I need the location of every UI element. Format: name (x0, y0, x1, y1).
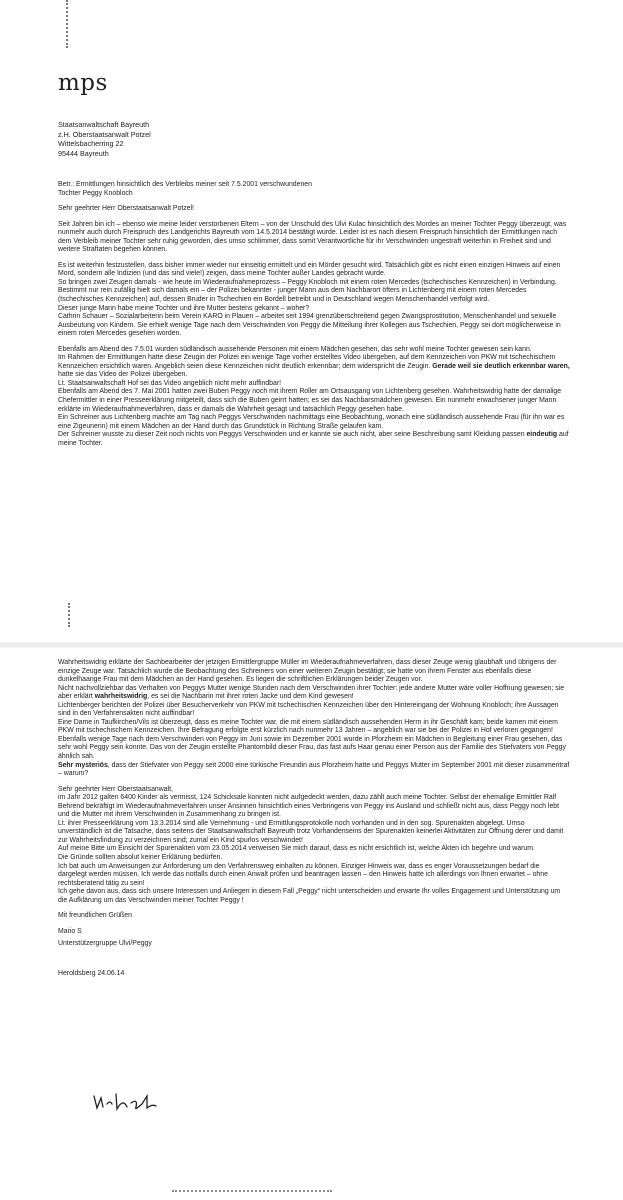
sentence: Ebenfalls wenige Tage nach dem Verschwinden von Peggy im Juni sowie im Dezember 2001 wurde in Pforzheim ein Mädchen in Begleitung einer Frau gesehen, das sehr wohl Peggy sein konnte. Das von der Zeugin erstellte Phantombild dieser Frau, das fast aufs Haar genau einer Person aus der Familie des Stiefvaters von Peggy ähnlich sah. (58, 735, 566, 761)
sentence: Die Gründe sollten absolut keiner Erklärung bedürfen. (58, 854, 223, 862)
sentence: Lichtenberger berichten der Polizei über Besucherverkehr von PKW mit tschechischen Kennzeichen über den Hintereingang der Wohnung Knobloch; ihre Aussagen sind in den Verfahrensakten nicht auffindbar! (58, 701, 559, 718)
paragraph (58, 794, 570, 905)
emphasis: eindeutig (526, 431, 558, 439)
company-logo: mps (58, 70, 108, 96)
sentence: Es ist weiterhin festzustellen, dass bisher immer wieder nur einseitig ermittelt und ein Mörder gesucht wird. Tatsächlich gibt es nicht einen einzigen Hinweis auf einen Mord, sondern alle Indizien (und das sind viele!) zeigen, dass meine Tochter außer Landes gebracht wurde. (58, 261, 561, 278)
sentence: Lt. Staatsanwaltschaft Hof sei das Video angeblich nicht mehr auffindbar! (58, 379, 282, 387)
recipient-address (58, 120, 151, 158)
sentence: Ebenfalls am Abend des 7. Mai 2001 hatten zwei Buben Peggy noch mit ihrem Roller am Ortsausgang von Lichtenberg gesehen. Wahrheitswidrig hatte der damalige Chefermittler in einer Presseerklärung mitgeteilt, dass sich die Buben geirrt hatten; es sei das Nachbarsmädchen gewesen. Ein nunmehr erwachsener junger Mann erklärte im Wiederaufnahmeverfahren, dass er damals die Wahrheit gesagt und tatsächlich Peggy gesehen habe. (58, 388, 562, 413)
sentence: Auf meine Bitte um Einsicht der Spurenakten vom 23.05.2014 verweisen Sie mich darauf, dass es nicht ersichtlich ist, welche Akten ich begehre und warum. (58, 845, 535, 853)
signer-name: Mario S (58, 927, 82, 935)
sentence: Der Schreiner wusste zu dieser Zeit noch nichts von Peggys Verschwinden und er kannte sie auch nicht, aber seine Beschreibung samt Kleidung passen (58, 431, 525, 439)
salutation: Sehr geehrter Herr Oberstaatsanwalt Potzel! (58, 205, 194, 213)
dotted-margin-line-mid (68, 603, 73, 627)
address-line: z.H. Oberstaatsanwalt Potzel (58, 129, 151, 139)
sentence: So bringen zwei Zeugen damals - wie heute im Wiederaufnahmeprozess – Peggy Knobloch mit einem roten Mercedes (tschechisches Kennzeichen) in Verbindung. (58, 278, 557, 286)
paragraph (58, 659, 570, 779)
sentence: Ebenfalls am Abend des 7.5.01 wurden südländisch aussehende Personen mit einem Mädchen gesehen, das sehr wohl meine Tochter gewesen sein kann. (58, 345, 532, 353)
dotted-margin-line-top (66, 0, 71, 48)
sentence: Im Rahmen der Ermittlungen hatte diese Zeugin der Polizei ein wenige Tage vorher erstelltes Video übergeben, auf dem Kennzeichen von PKW mit tschechischem Kennzeichen ersichtlich waren. Angeblich seien diese Kennzeichen nicht deutlich erkennbar; dem widerspricht die Zeugin. (58, 354, 556, 370)
sentence: Cathrin Schauer – Sozialarbeiterin beim Verein KARO in Plauen – arbeitet seit 1994 grenzüberschreitend gegen Zwangsprostitution, Menschenhandel und sexuelle Ausbeutung von Kindern. Sie erhielt wenige Tage nach dem Verschwinden von Peggy die Mitteilung ihrer Kollegen aus Tschechien, Peggy sei dort möglicherweise in einem roten Mercedes gesehen worden. (58, 313, 561, 338)
sentence: Eine Dame in Taufkirchen/Vils ist überzeugt, dass es meine Tochter war, die mit einem südländisch aussehenden Herrn in ihr Geschäft kam; beide kamen mit einem PKW mit tschechischem Kennzeichen. Ihre Befragung erfolgte erst kürzlich nach nunmehr 13 Jahren – angeblich war sie bei der Polizei in Hof verloren gegangen! (58, 718, 558, 735)
paragraph (58, 262, 570, 339)
sentence: , dass der Stiefvater von Peggy seit 2000 eine türkische Freundin aus Pforzheim hatte und Peggys Mutter im September 2001 mit dieser zusammentraf – warum? (58, 761, 570, 778)
sentence: hatte sie das Video der Polizei übergeben. (58, 371, 188, 379)
handwritten-signature (90, 1090, 160, 1116)
salutation-2: Sehr geehrter Herr Oberstaatsanwalt, (58, 785, 173, 793)
emphasis: Gerade weil sie deutlich erkennbar waren, (432, 362, 570, 370)
letter-body-page2 (58, 659, 570, 979)
sentence: auf meine Tochter. (58, 431, 569, 447)
address-line: 95444 Bayreuth (58, 148, 109, 158)
sentence: Wahrheitswidrig erklärte der Sachbearbeiter der jetzigen Ermittlergruppe Müller im Wiederaufnahmeverfahren, dass dieser Zeuge wenig glaubhaft und übrigens der einzige Zeuge war. Tatsächlich wurde die Beobachtung des Schreiners von einer weiteren Zeugin bestätigt; sie hatte von ihrem Fenster aus ebenfalls diese dunkelhaarige Frau mit dem Mädchen an der Hand gesehen. Es liegen die schriftlichen Erklärungen beider Zeugen vor. (58, 659, 557, 684)
sentence: Ich bat auch um Anweisungen zur Anforderung um den Verfahrensweg einhalten zu können. Einziger Hinweis war, dass es enger Voraussetzungen bedarf die dargelegt werden müssen. Ich werde das notfalls durch einen Anwalt prüfen und beantragen lassen – den Hinweis hatte ich allerdings von Ihnen erwartet – ohne rechtsberatend tätig zu sein! (58, 862, 548, 887)
letter-body-page1 (58, 181, 570, 448)
address-line: Staatsanwaltschaft Bayreuth (58, 120, 150, 129)
emphasis: Sehr mysteriös (58, 761, 108, 769)
paragraph: Seit Jahren bin ich – ebenso wie meine leider verstorbenen Eltern – von der Unschuld des Ulvi Kulac hinsichtlich des Mordes an meiner Tochter Peggy überzeugt, was nunmehr auch durch Freispruch des Landgerichts Bayreuth vom 14.5.2014 bestätigt wurde. Leider ist es nach diesem Freispruch hinsichtlich der Ermittlungen nach dem Verbleib meiner Tochter sehr ruhig geworden, dies umso schlimmer, dass somit Verantwortliche für ihr Verschwinden ungestraft weiterhin in Freiheit sind und weitere Straftaten begehen können. (58, 220, 567, 254)
dotted-footer-line (172, 1190, 332, 1192)
support-group: Unterstützergruppe Ulvi/Peggy (58, 940, 152, 948)
emphasis: wahrheitswidrig (94, 693, 148, 701)
closing: Mit freundlichen Grüßen (58, 912, 132, 920)
sentence: Ein Schreiner aus Lichtenberg machte am Tag nach Peggys Verschwinden nachmittags eine Beobachtung, wonach eine südländisch aussehende Frau (für ihn war es eine Zigeunerin) mit einem Mädchen an der Hand durch das Grundstück in Richtung Straße gelaufen kam. (58, 414, 565, 430)
sentence: , es sei die Nachbarin mit ihrer roten Jacke und dem Kind gewesen! (147, 693, 354, 701)
sentence: Lt. ihrer Presseerklärung vom 13.3.2014 sind alle Vernehmung - und Ermittlungsprotokolle noch vorhanden und in den sog. Spurenakten abgelegt. Umso unverständlich ist die Tatsache, dass seitens der Staatsanwaltschaft Bayreuth trotz Vorhandenseins der Spurenakten keinerlei Aktivitäten zur Öffnung derer und damit zur Wahrheitsfindung zu verzeichnen sind; zumal ein Kind spurlos verschwindet! (58, 819, 564, 844)
sentence: Ich gehe davon aus, dass sich unsere Interessen und Anliegen in diesem Fall „Peggy“ nicht unterscheiden und erwarte Ihr volles Engagement und Unterstützung um die Aufklärung um das Verschwinden meiner Tochter Peggy ! (58, 888, 561, 904)
place-date: Heroldsberg 24.06.14 (58, 969, 125, 977)
sentence: Nicht nachvollziehbar das Verhalten von Peggys Mutter wenige Stunden nach dem Verschwinden ihrer Tochter: jede andere Mutter wäre voller Hoffnung gewesen; sie aber erklärt (58, 684, 565, 701)
address-line: Wittelsbacherring 22 (58, 139, 124, 149)
subject-line: Betr.: Ermittlungen hinsichtlich des Verbleibs meiner seit 7.5.2001 verschwundenen (58, 181, 312, 188)
sentence: Bestimmt nur rein zufällig hielt sich damals ein – der Polizei bekannter - junger Mann aus dem Nachbarort öfters in Lichtenberg mit einem roten Mercedes (tschechisches Kennzeichen) auf, dessen Bruder in Tschechien ein Bordell betreibt und in Deutschland wegen Menschenhandel verfolgt wird. (58, 287, 527, 304)
subject-line: Tochter Peggy Knobloch (58, 189, 133, 197)
paragraph (58, 346, 570, 449)
page-separator (0, 642, 623, 648)
sentence: im Jahr 2012 galten 6400 Kinder als vermisst, 124 Schicksale konnten nicht aufgedeckt werden, dazu zählt auch meine Tochter. Selbst der ehemalige Ermittler Ralf Behrend bekräftigt im Wiederaufnahmeverfahren unser Ansinnen hinsichtlich eines Verbringens von Peggy ins Ausland und schließt nicht aus, dass Peggy noch lebt und die Mutter mit ihrem Verschwinden in Zusammenhang zu bringen ist. (58, 794, 560, 819)
sentence: Dieser junge Mann habe meine Tochter und ihre Mutter bestens gekannt – woher? (58, 304, 310, 312)
